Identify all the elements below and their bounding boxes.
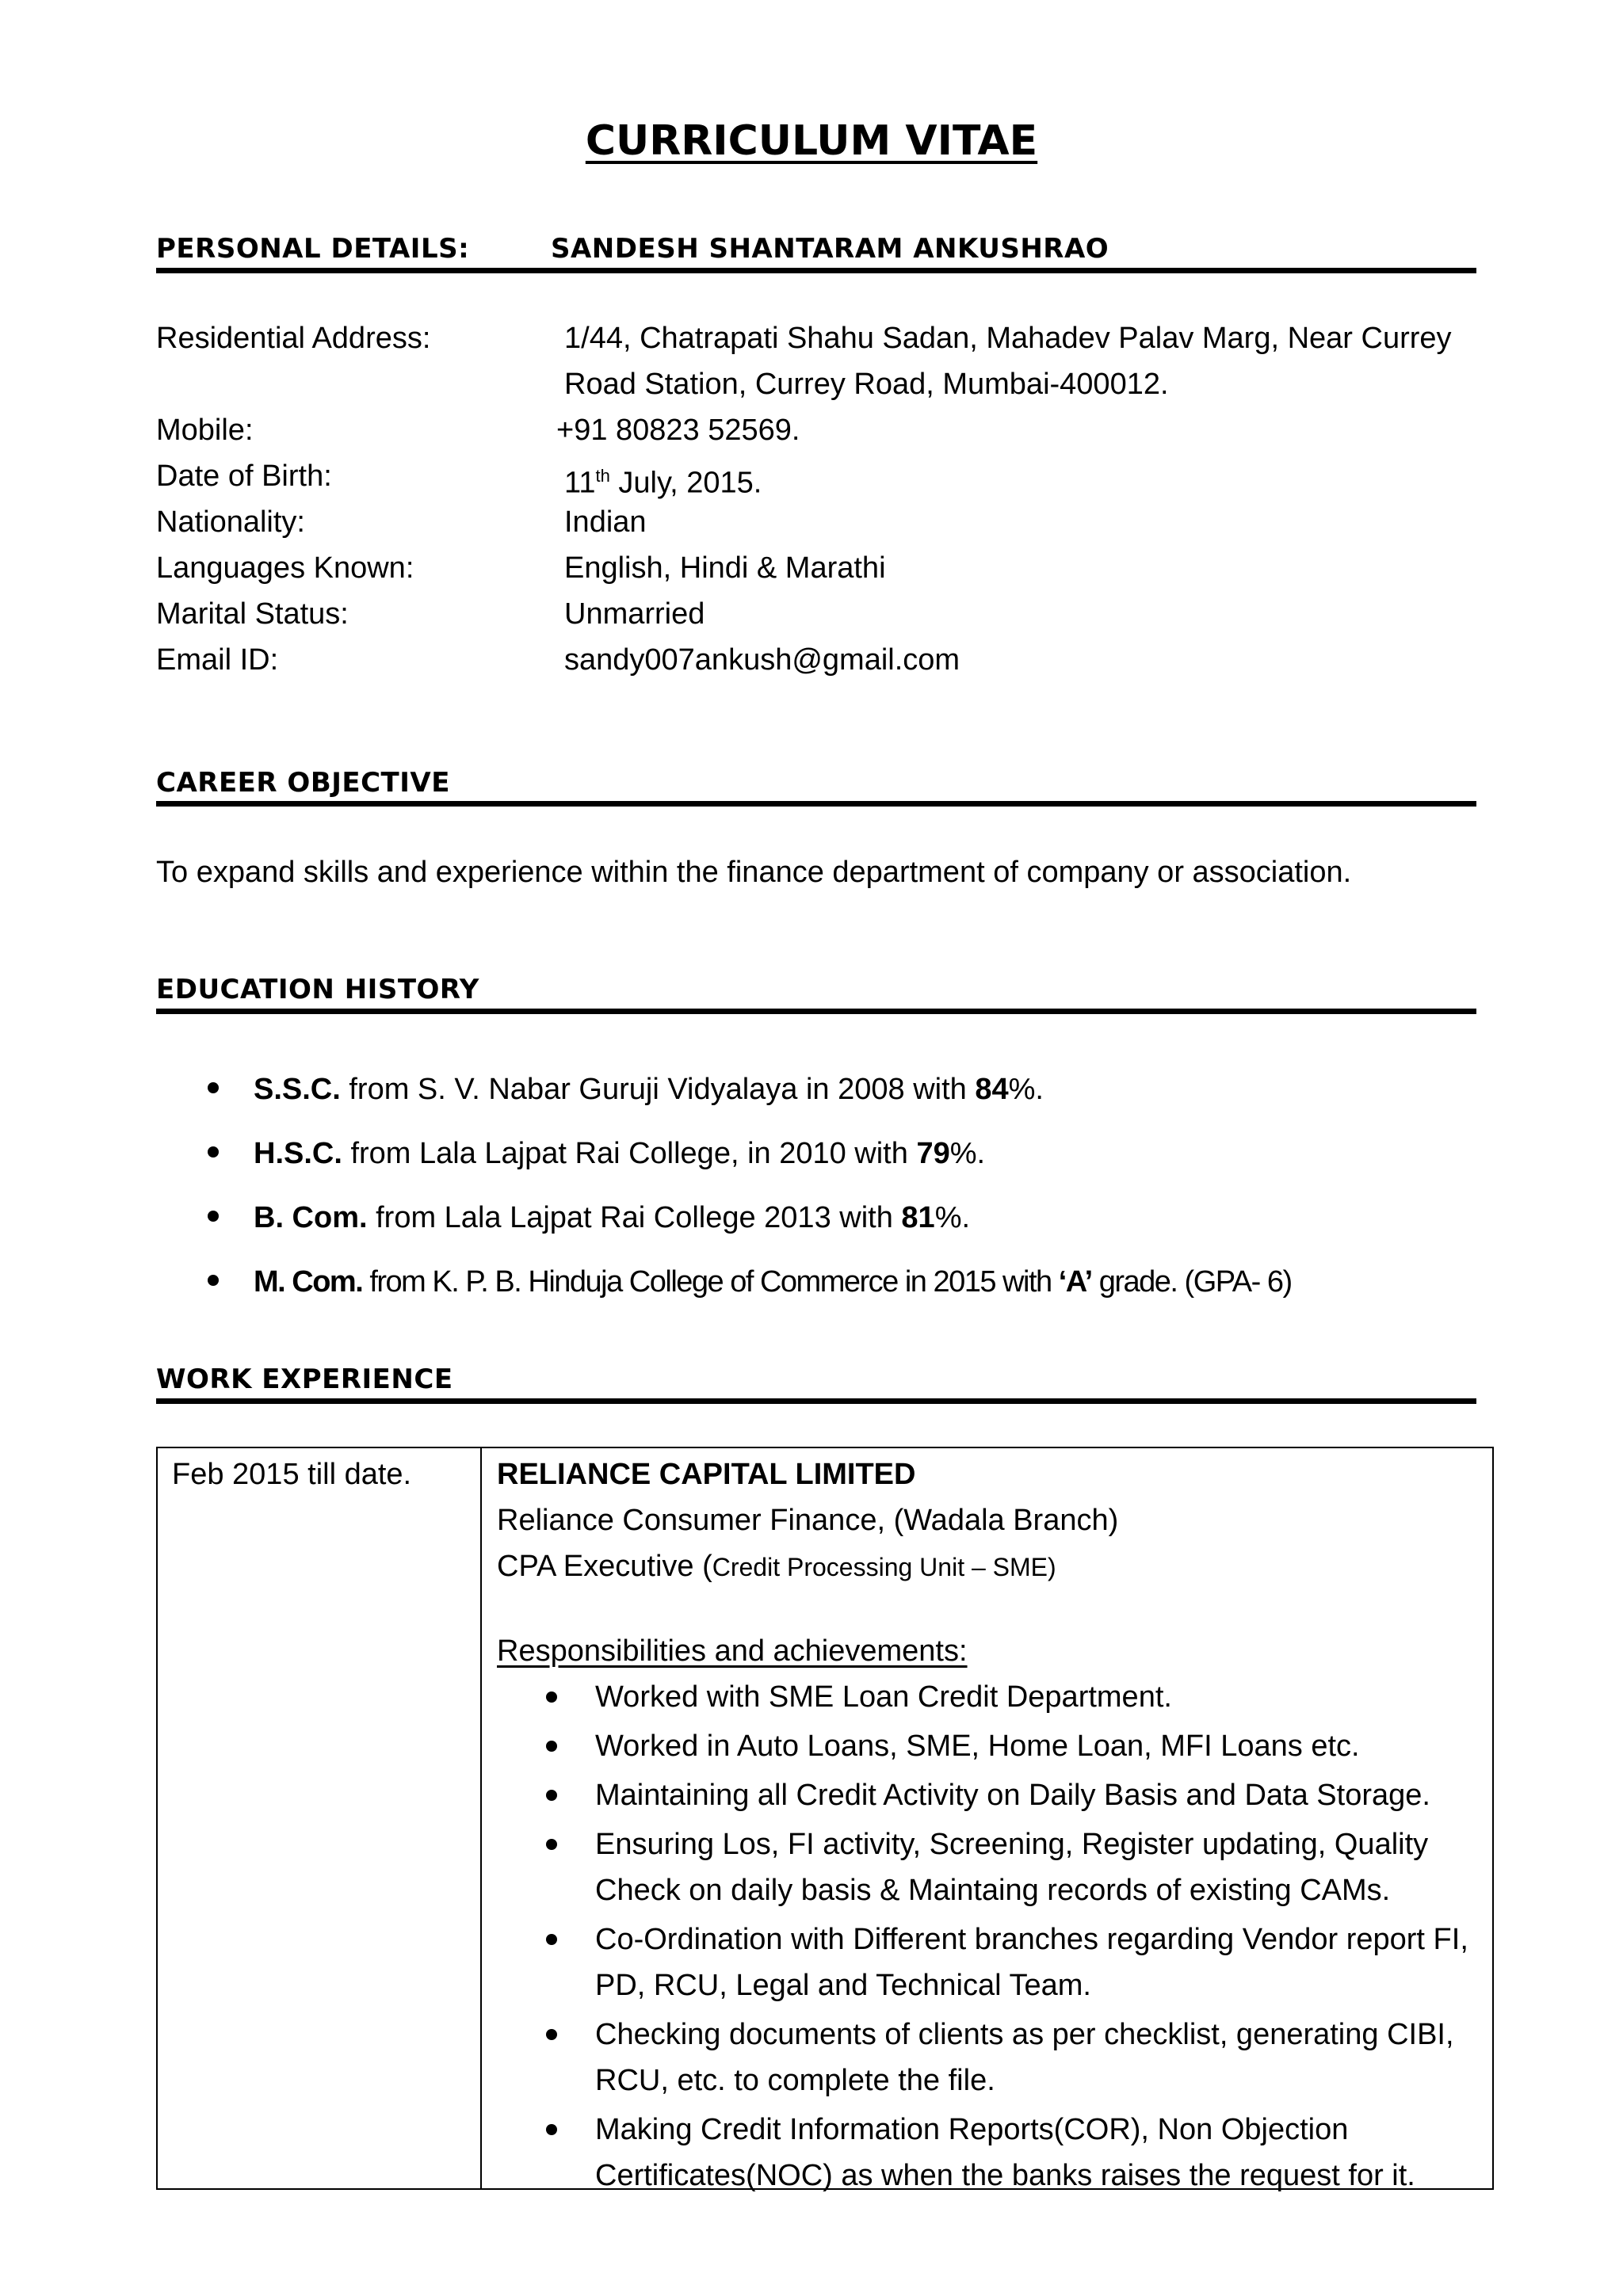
section-rule bbox=[156, 1398, 1476, 1404]
work-period: Feb 2015 till date. bbox=[172, 1458, 412, 1491]
nationality-value: Indian bbox=[564, 505, 647, 539]
career-objective-heading: CAREER OBJECTIVE bbox=[156, 767, 450, 799]
bullet-icon bbox=[546, 1839, 557, 1850]
marital-status-value: Unmarried bbox=[564, 597, 705, 631]
dob-value bbox=[564, 453, 1484, 506]
bullet-icon bbox=[208, 1146, 219, 1158]
work-experience-heading: WORK EXPERIENCE bbox=[156, 1363, 453, 1395]
responsibilities-heading: Responsibilities and achievements: bbox=[497, 1634, 968, 1668]
email-value: sandy007ankush@gmail.com bbox=[564, 643, 960, 677]
work-details bbox=[497, 1451, 1480, 2199]
address-label: Residential Address: bbox=[156, 322, 431, 355]
list-item: Maintaining all Credit Activity on Daily Basis and Data Storage. bbox=[497, 1772, 1480, 1818]
list-item: Co-Ordination with Different branches regarding Vendor report FI, PD, RCU, Legal and Technical Team. bbox=[497, 1917, 1480, 2008]
bullet-icon bbox=[546, 1691, 557, 1703]
company-division: Reliance Consumer Finance, (Wadala Branch) bbox=[497, 1504, 1119, 1537]
personal-details-heading: PERSONAL DETAILS: bbox=[156, 233, 470, 265]
list-item: Making Credit Information Reports(COR), Non Objection Certificates(NOC) as when the banks raises the request for it. bbox=[497, 2107, 1480, 2199]
dob-label: Date of Birth: bbox=[156, 460, 332, 493]
mobile-value: +91 80823 52569. bbox=[556, 414, 800, 447]
section-rule bbox=[156, 268, 1476, 273]
address-line-1: 1/44, Chatrapati Shahu Sadan, Mahadev Palav Marg, Near Currey bbox=[564, 322, 1452, 355]
work-experience-table bbox=[156, 1447, 1494, 2190]
mobile-label: Mobile: bbox=[156, 414, 254, 447]
bullet-icon bbox=[546, 2124, 557, 2135]
career-objective-text: To expand skills and experience within the finance department of company or association. bbox=[156, 856, 1352, 889]
list-item: Worked in Auto Loans, SME, Home Loan, MFI Loans etc. bbox=[497, 1723, 1480, 1769]
languages-label: Languages Known: bbox=[156, 551, 414, 585]
marital-status-label: Marital Status: bbox=[156, 597, 349, 631]
company-name: RELIANCE CAPITAL LIMITED bbox=[497, 1458, 916, 1491]
dob-day: 11 bbox=[564, 466, 596, 500]
bullet-icon bbox=[546, 1934, 557, 1945]
bullet-icon bbox=[208, 1082, 219, 1093]
document-title: CURRICULUM VITAE bbox=[585, 117, 1038, 165]
bullet-icon bbox=[208, 1275, 219, 1286]
bullet-icon bbox=[208, 1211, 219, 1222]
bullet-icon bbox=[546, 1790, 557, 1801]
resume-page: CURRICULUM VITAE PERSONAL DETAILS: SANDESH SHANTARAM ANKUSHRAO Residential Address: 1/44, Chatrapati Shahu Sadan, Mahadev Palav Marg, Near Currey Road Station, Currey Road, Mumbai-400012. Mobile: +91 80823 52569. Date of Birth: 11th July, 2015. Nationality: Indian Languages Known: English, Hindi & Marathi Marital Status: Unmarried Email ID: sandy007ankush@gmail.com CAREER OBJECTIVE To expand skills and experience within the finance department of company or association. EDUCATION HISTORY S.S.C. from S. V. Nabar Guruji Vidyalaya in 2008 with 84%. H.S.C. from Lala Lajpat Rai College, in 2010 with 79%. B. Com. from Lala Lajpat Rai College 2013 with 81%. M. Com. from K. P. B. Hinduja College of Commerce in 2015 with ‘A’ grade. (GPA- 6) WORK EXPERIENCE Feb 2015 till date. RELIANCE CAPITAL LIMITED Reliance Consumer Finance, (Wadala Branch) CPA Executive (Credit Processing Unit – SME) Responsibilities and achievements: Worked with SME Loan Credit Department. Worked in Auto Loans, SME, Home Loan, MFI Loans etc. Maintaining all Credit Activity on Daily Basis and Data Storage. Ensuring Los, FI activity, Screening, Register updating, Quality Check on daily basis & Maintaing records of existing CAMs. Co-Ordination with Different branches regarding Vendor report FI, PD, RCU, Legal and Technical Team. Checking documents of clients as per checklist, generating CIBI, RCU, etc. to complete the file. Making Credit Information Reports(COR), Non Objection Certificates(NOC) as when the banks raises the request for it. bbox=[0, 0, 1623, 2296]
bullet-icon bbox=[546, 2029, 557, 2040]
candidate-name: SANDESH SHANTARAM ANKUSHRAO bbox=[551, 233, 1109, 265]
section-rule bbox=[156, 1009, 1476, 1014]
section-rule bbox=[156, 801, 1476, 807]
dob-suffix: th bbox=[595, 466, 610, 486]
address-line-2: Road Station, Currey Road, Mumbai-400012. bbox=[564, 368, 1169, 401]
education-heading: EDUCATION HISTORY bbox=[156, 974, 479, 1005]
nationality-label: Nationality: bbox=[156, 505, 305, 539]
languages-value: English, Hindi & Marathi bbox=[564, 551, 886, 585]
list-item: Checking documents of clients as per checklist, generating CIBI, RCU, etc. to complete the file. bbox=[497, 2012, 1480, 2103]
list-item: Worked with SME Loan Credit Department. bbox=[497, 1674, 1480, 1720]
list-item: Ensuring Los, FI activity, Screening, Register updating, Quality Check on daily basis & Maintaing records of existing CAMs. bbox=[497, 1821, 1480, 1913]
responsibilities-list bbox=[497, 1674, 1480, 2199]
dob-month-year: July, 2015. bbox=[609, 466, 762, 500]
bullet-icon bbox=[546, 1741, 557, 1752]
email-label: Email ID: bbox=[156, 643, 279, 677]
job-role: CPA Executive (Credit Processing Unit – SME) bbox=[497, 1550, 1056, 1583]
table-divider bbox=[480, 1448, 482, 2188]
